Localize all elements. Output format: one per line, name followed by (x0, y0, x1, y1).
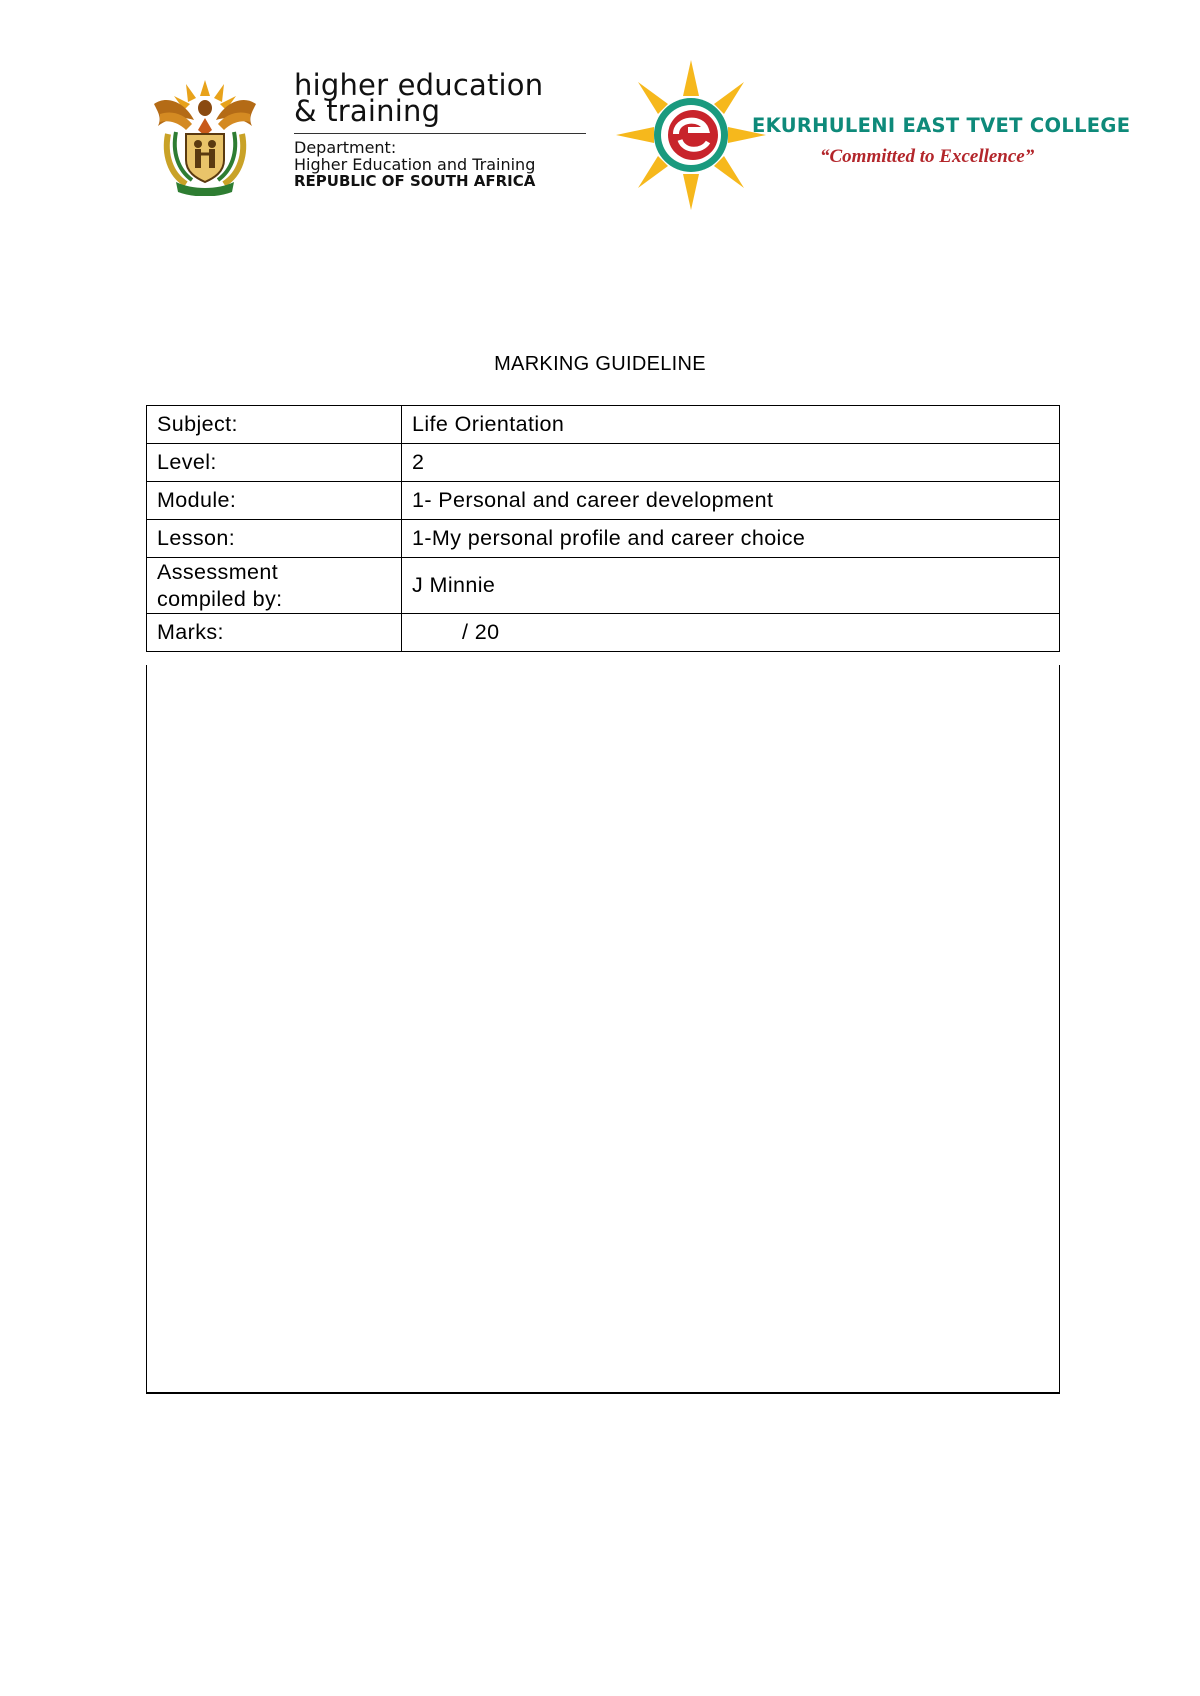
coat-of-arms-icon (146, 74, 264, 196)
compiled-by-label-line2: compiled by: (157, 586, 283, 611)
subject-value: Life Orientation (402, 406, 1060, 444)
table-row-subject (147, 406, 1060, 444)
lesson-value: 1-My personal profile and career choice (402, 520, 1060, 558)
answer-area (146, 665, 1060, 1394)
college-motto: “Committed to Excellence” (820, 146, 1035, 167)
assessment-info-table (146, 405, 1060, 652)
compiled-by-value: J Minnie (402, 558, 1060, 614)
level-value: 2 (402, 444, 1060, 482)
dhet-country: REPUBLIC OF SOUTH AFRICA (294, 172, 536, 190)
dhet-logo (146, 68, 606, 202)
compiled-by-label (147, 558, 402, 614)
dhet-divider (294, 133, 586, 134)
module-label: Module: (147, 482, 402, 520)
table-row-level (147, 444, 1060, 482)
college-name: EKURHULENI EAST TVET COLLEGE (752, 114, 1131, 137)
dhet-title-line2: & training (294, 94, 441, 128)
table-row-compiled-by (147, 558, 1060, 614)
table-row-lesson (147, 520, 1060, 558)
module-value: 1- Personal and career development (402, 482, 1060, 520)
marks-value: / 20 (402, 614, 1060, 652)
dhet-department-label: Department: (294, 138, 397, 157)
college-logo (610, 56, 1150, 216)
table-row-module (147, 482, 1060, 520)
college-sun-emblem-icon (610, 56, 772, 214)
marks-label: Marks: (147, 614, 402, 652)
lesson-label: Lesson: (147, 520, 402, 558)
table-row-marks (147, 614, 1060, 652)
subject-label: Subject: (147, 406, 402, 444)
dhet-title-line1: higher education (294, 68, 544, 102)
dhet-department-name: Higher Education and Training (294, 155, 536, 174)
level-label: Level: (147, 444, 402, 482)
page-title: MARKING GUIDELINE (494, 353, 706, 375)
compiled-by-label-line1: Assessment (157, 559, 279, 584)
dhet-wordmark (294, 68, 594, 190)
